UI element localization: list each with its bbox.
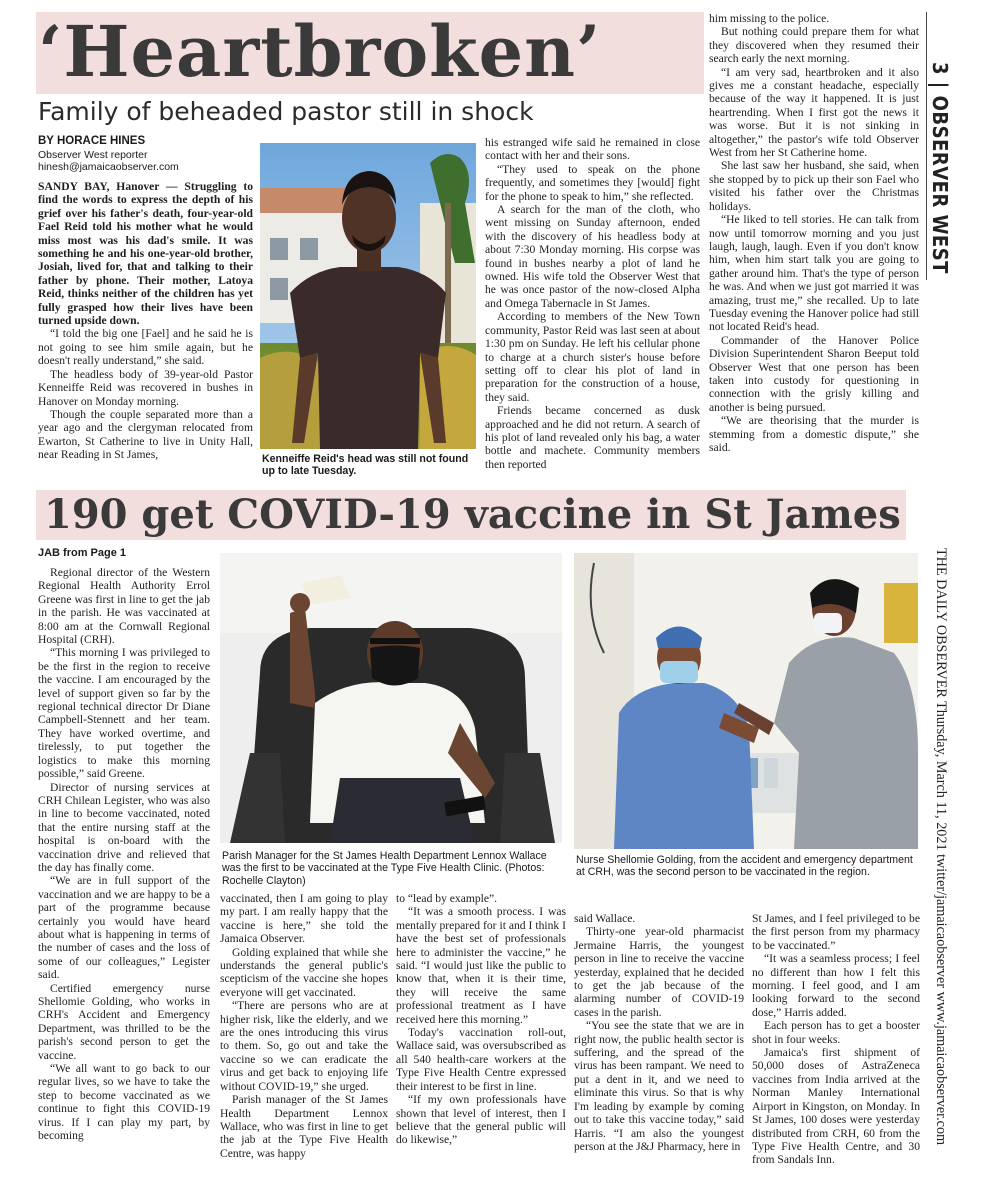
paragraph: Friends became concerned as dusk approached and he did not return. A search of his plot of land revealed only his bag, a water bottle and machete. Community members then reported <box>485 404 700 471</box>
story1-headline: ‘Heartbroken’ <box>38 10 602 93</box>
paragraph: Today's vaccination roll-out, Wallace said, was oversubscribed as all 540 health-care workers at the Type Five Health Centre expressed their interest to be first in line. <box>396 1026 566 1093</box>
pastor-photo <box>260 143 476 449</box>
paragraph: his estranged wife said he remained in close contact with her and their sons. <box>485 136 700 163</box>
paragraph: Certified emergency nurse Shellomie Golding, who works in CRH's Accident and Emergency Department, was thrilled to be the parish's second person to get the vaccine. <box>38 981 210 1062</box>
paragraph: to “lead by example”. <box>396 892 498 905</box>
story2-column-2 <box>220 892 388 1188</box>
paragraph: According to members of the New Town community, Pastor Reid was last seen at about 1:30 pm on Sunday. He left his cellular phone to charge at a church sister's house before setting off to clear his plot of land in preparation for the construction of a house, they said. <box>485 310 700 404</box>
golding-photo <box>574 553 918 849</box>
paragraph: SANDY BAY, Hanover — Struggling to find the words to express the depth of his grief over his father's death, four-year-old Fael Reid told his mother what he would miss most was his dad's smile. It was something he and his one-year-old brother, Josiah, lived for, that and talking to their father by phone. Their mother, Latoya Reid, thinks neither of the children has yet fully grasped how their lives have been turned upside down. <box>38 180 253 328</box>
story2-column-4 <box>574 912 744 1188</box>
story2-column-1 <box>38 566 210 1188</box>
paragraph: said Wallace. <box>574 912 636 925</box>
paragraph: A search for the man of the cloth, who went missing on Sunday afternoon, ended with the discovery of his headless body at about 7:30 Monday morning. His corpse was found in bushes nearby a plot of land he owned. His wife told the Observer West that he was once pastor of the now-closed Alpha and Omega Tabernacle in St James. <box>485 203 700 310</box>
wallace-photo-image <box>220 553 562 843</box>
story2-headline: 190 get COVID-19 vaccine in St James <box>44 491 901 538</box>
byline: BY HORACE HINES <box>38 135 146 147</box>
paragraph: She last saw her husband, she said, when she stopped by to pick up their son Fael who visited his father over the Christmas holidays. <box>709 159 919 213</box>
paragraph: Though the couple separated more than a year ago and the clergyman relocated from Ewarton, St Catherine to live in Unity Hall, near Reading in St James, <box>38 407 253 462</box>
jump-line: JAB from Page 1 <box>38 547 127 559</box>
paragraph: “It was a seamless process; I feel no different than how I felt this morning. I feel good, and I am looking forward to the second dose,” Harris added. <box>752 952 920 1019</box>
paragraph: “This morning I was privileged to be the first in the region to receive the vaccine. I am encouraged by the level of support given so far by the regional technical director Dr Diane Campbell-Stennett and her team. They have worked overtime, and tirelessly, to put together the logistics to make this morning possible,” said Greene. <box>38 646 210 781</box>
paragraph: “I am very sad, heartbroken and it also gives me a constant headache, especially because of the way it happened. It is just heartrending. When I first got the news it was worse. But it is not sinking in altogether,” the pastor's wife told Observer West from her St Catherine home. <box>709 65 919 160</box>
paragraph: “We all want to go back to our regular lives, so we have to take the step to become vaccinated as we continue to fight this COVID-19 virus. If I can play my part, by becoming <box>38 1062 210 1143</box>
story2-column-3 <box>396 892 566 1188</box>
byline-role: Observer West reporter <box>38 149 148 161</box>
golding-photo-caption: Nurse Shellomie Golding, from the accident and emergency department at CRH, was the second person to be vaccinated in the region. <box>576 854 913 879</box>
paragraph: Golding explained that while she understands the general public's scepticism of the vaccine she hopes everyone will get vaccinated. <box>220 945 388 999</box>
story1-column-2 <box>485 136 700 484</box>
paragraph: Regional director of the Western Regional Health Authority Errol Greene was first in line to get the jab in the parish. He was vaccinated at 8:00 am at the Cornwall Regional Hospital (CRH). <box>38 566 210 647</box>
paragraph: “You see the state that we are in right now, the public health sector is suffering, and the spread of the virus has been rampant. We need to put a dent in it, and we need to eliminate this virus. So that is why I'm leading by example by coming out to take this vaccine today,” said Harris. “I am also the youngest person at the J&J Pharmacy, here in <box>574 1019 744 1153</box>
paragraph: Thirty-one year-old pharmacist Jermaine Harris, the youngest person in line to receive the vaccine yesterday, explained that he decided to get the jab because of the alarming number of COVID-19 cases in the parish. <box>574 925 744 1019</box>
paragraph: Commander of the Hanover Police Division Superintendent Sharon Beeput told Observer West that one person has been taken into custody for questioning in connection with the grisly killing and another is being pursued. <box>709 333 919 414</box>
paragraph: “He liked to tell stories. He can talk from now until tomorrow morning and you just laugh, laugh, laugh. Even if you don't know him, when him start talk you are going to gather around him. That's the type of person he was. And when we just got married it was amazing, trust me,” she recalled. Up to late Tuesday evening the Hanover police had still not located Reid's head. <box>709 213 919 334</box>
paragraph: St James, and I feel privileged to be the first person from my pharmacy to be vaccinated.” <box>752 912 920 952</box>
story2-column-5 <box>752 912 920 1188</box>
paragraph: “It was a smooth process. I was mentally prepared for it and I think I have the best set of professionals here to administer the vaccine,” he said. “I would just like the public to know that, when it is their time, they will receive the same professional treatment as I have received here this morning.” <box>396 905 566 1026</box>
paragraph: “We are in full support of the vaccination and we are happy to be a part of the programme because certainly you would have heard about what is happening in terms of the number of cases and the loss of some of our colleagues,” Legister said. <box>38 874 210 982</box>
pastor-photo-caption: Kenneiffe Reid's head was still not found up to late Tuesday. <box>262 453 469 478</box>
wallace-photo <box>220 553 562 843</box>
story1-column-3 <box>709 12 919 484</box>
byline-email: hinesh@jamaicaobserver.com <box>38 161 179 173</box>
paragraph: The headless body of 39-year-old Pastor Kenneiffe Reid was recovered in bushes in Hanover on Monday morning. <box>38 367 253 408</box>
golding-photo-image <box>574 553 918 849</box>
paragraph: him missing to the police. <box>709 12 830 25</box>
paragraph: Parish manager of the St James Health Department Lennox Wallace, who was first in line to get the jab at the Type Five Health Centre, was happy <box>220 1093 388 1160</box>
paragraph: But nothing could prepare them for what they discovered when they resumed their search early the next morning. <box>709 25 919 66</box>
story1-column-1 <box>38 180 253 484</box>
story1-subheadline: Family of beheaded pastor still in shock <box>38 97 534 126</box>
margin-rule <box>926 12 927 280</box>
paragraph: Director of nursing services at CRH Chilean Legister, who was also in line to become vaccinated, noted that the entire nursing staff at the hospital is on-board with the vaccination drive and relieved that the day has finally come. <box>38 780 210 874</box>
paragraph: “I told the big one [Fael] and he said he is not going to see him smile again, but he doesn't really understand,” she said. <box>38 327 253 368</box>
page-folio: THE DAILY OBSERVER Thursday, March 11, 2021 twitter/jamaicaobserver www.jamaicaobserver.com <box>933 548 949 1146</box>
page-section-label: 3 | OBSERVER WEST <box>928 62 952 274</box>
paragraph: Each person has to get a booster shot in four weeks. <box>752 1019 920 1046</box>
paragraph: “If my own professionals have shown that level of interest, then I believe that the general public will do likewise,” <box>396 1093 566 1147</box>
paragraph: “There are persons who are at higher risk, like the elderly, and we are the ones introducing this virus to them. So, go out and take the vaccine so we can eradicate the virus and get back to enjoying life without COVID-19,” she urged. <box>220 999 388 1093</box>
wallace-photo-caption: Parish Manager for the St James Health Department Lennox Wallace was the first to be vaccinated at the Type Five Health Clinic. (Photos: Rochelle Clayton) <box>222 850 547 887</box>
paragraph: Jamaica's first shipment of 50,000 doses of AstraZeneca vaccines from India arrived at the Norman Manley International Airport in Kingston, on Monday. In St James, 100 doses were yesterday distributed from CRH, 60 from the Type Five Health Centre, and 30 from Sandals Inn. <box>752 1046 920 1167</box>
paragraph: “They used to speak on the phone frequently, and sometimes they [would] fight for the phone to speak to him,” she reflected. <box>485 162 700 203</box>
paragraph: “We are theorising that the murder is stemming from a domestic dispute,” she said. <box>709 414 919 454</box>
pastor-photo-image <box>260 143 476 449</box>
paragraph: vaccinated, then I am going to play my part. I am really happy that the vaccine is here,” she told the Jamaica Observer. <box>220 892 388 946</box>
